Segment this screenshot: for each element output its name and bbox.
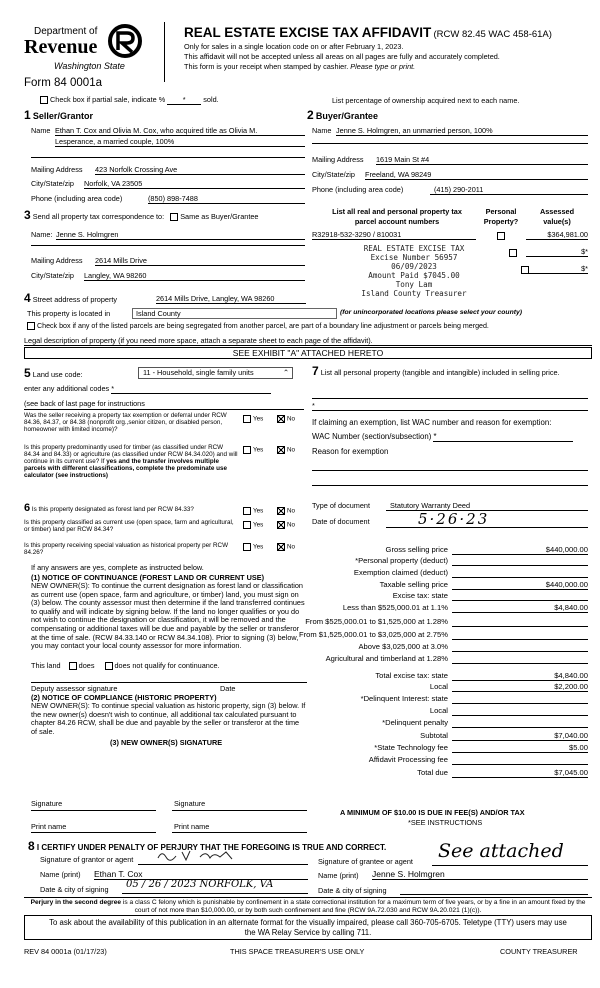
s6q1-no: No: [277, 507, 295, 515]
notice-continuance-text: NEW OWNER(S): To continue the current designation as forest land or classification as current use (open space, farm and agriculture, or timber) land, you must sign on (3) below. The county assessor must then determine if the land transferred continues to qualify and will indicate by signing below. If the land no longer qualifies or you do not wish to continue the designation or classification, it will be removed and the compensating or additional taxes will be due and payable by the seller or transferor at the time of sale. (RCW 84.33.140 or RCW 84.34.108). Prior to signing (3) below, you may contact your local county assessor for more information.: [31, 581, 305, 651]
section-2-heading: 2 Buyer/Grantee: [307, 108, 378, 122]
land-does-checkbox[interactable]: [69, 662, 77, 670]
seller-city[interactable]: Norfolk, VA 23505: [84, 179, 305, 189]
fee-value[interactable]: $2,200.00: [452, 682, 588, 692]
fee-value[interactable]: $440,000.00: [452, 580, 588, 590]
q2-yes: Yes: [243, 446, 263, 454]
corr-city-label: City/State/zip: [31, 271, 74, 280]
historic-question: Is this property receiving special valuation as historical property per RCW 84.26?: [24, 542, 229, 556]
fee-value[interactable]: $4,840.00: [452, 671, 588, 681]
fee-row: [305, 617, 588, 628]
s6q2-yes-checkbox[interactable]: [243, 521, 251, 529]
s6q1-yes-checkbox[interactable]: [243, 507, 251, 515]
grantor-signature-label: Signature of grantor or agent: [40, 855, 134, 864]
buyer-city-label: City/State/zip: [312, 170, 355, 179]
fee-label: Gross selling price: [385, 545, 448, 554]
q1-yes: Yes: [243, 415, 263, 423]
fee-row: [312, 556, 588, 567]
timber-question: Is this property predominantly used for timber (as classified under RCW 84.34 and 84.33) or agriculture (as classified under RCW 84.34.020) and will continue in its current use? If yes and the transfer involves multiple parcels with different classifications, complete the predominate use calculator (see instructions): [24, 444, 238, 479]
fee-value[interactable]: [452, 654, 588, 664]
fee-row: [312, 694, 588, 705]
header-line-3: This form is your receipt when stamped by cashier. Please type or print.: [184, 62, 416, 71]
continuance-qualify: This land does does not qualify for continuance.: [31, 661, 220, 670]
fee-label: Excise tax: state: [392, 591, 448, 600]
fee-label: Agricultural and timberland at 1.28%: [325, 654, 448, 663]
fee-row: [312, 682, 588, 693]
s6q2-yes: Yes: [243, 521, 263, 529]
partial-sale-checkbox[interactable]: [40, 96, 48, 104]
grantee-name-label: Name (print): [318, 871, 359, 880]
fee-label: *State Technology fee: [374, 743, 448, 752]
assessed-value-header: Assessed value(s): [539, 207, 575, 226]
corr-city[interactable]: Langley, WA 98260: [84, 271, 305, 281]
new-owner-signature-title: (3) NEW OWNER(S) SIGNATURE: [110, 738, 223, 747]
buyer-phone[interactable]: (415) 290-2011: [430, 185, 588, 195]
fee-value[interactable]: [452, 556, 588, 566]
seller-phone-label: Phone (including area code): [31, 194, 123, 203]
county-note: (for unincorporated locations please select your county): [340, 309, 523, 316]
personal-property-value[interactable]: *: [312, 401, 315, 410]
minimum-fee-note: A MINIMUM OF $10.00 IS DUE IN FEE(S) AND/OR TAX: [340, 808, 525, 817]
land-use-code-select[interactable]: 11 - Household, single family units ⌃: [138, 367, 293, 379]
form-title: REAL ESTATE EXCISE TAX AFFIDAVIT (RCW 82.45 WAC 458-61A): [184, 25, 552, 40]
print-name-label-1: Print name: [31, 822, 67, 831]
section-7-personal-property: 7 List all personal property (tangible and intangible) included in selling price.: [312, 364, 560, 378]
section-1-heading: 1 Seller/Grantor: [24, 108, 93, 122]
s6q3-yes: Yes: [243, 543, 263, 551]
corr-name-label: Name:: [31, 230, 53, 239]
fee-value[interactable]: [452, 755, 588, 765]
section-8-certify: 8 I CERTIFY UNDER PENALTY OF PERJURY THAT THE FOREGOING IS TRUE AND CORRECT.: [28, 839, 387, 853]
s6q3-no: No: [277, 543, 295, 551]
rev-form-code: REV 84 0001a (01/17/23): [24, 947, 107, 956]
assessed-value-1[interactable]: $364,981.00: [526, 230, 588, 240]
segregated-checkbox[interactable]: [27, 322, 35, 330]
header-line-2: This affidavit will not be accepted unless all areas on all pages are fully and accurately completed.: [184, 52, 500, 61]
section-3-correspondence: 3 Send all property tax correspondence to: Same as Buyer/Grantee: [24, 208, 259, 222]
fee-value[interactable]: [452, 718, 588, 728]
section-4-street: 4 Street address of property: [24, 291, 118, 305]
fee-label: Less than $525,000.01 at 1.1%: [342, 603, 448, 612]
fee-row: [312, 642, 588, 653]
revenue-r-logo-icon: [108, 24, 142, 58]
s6q3-no-checkbox[interactable]: [277, 543, 285, 551]
seller-address[interactable]: 423 Norfolk Crossing Ave: [95, 165, 305, 175]
fee-row: [312, 568, 588, 579]
fee-value[interactable]: [452, 642, 588, 652]
treasurer-use-only: THIS SPACE TREASURER'S USE ONLY: [230, 947, 365, 956]
wac-number: WAC Number (section/subsection) *: [312, 432, 573, 442]
fee-label: Total due: [417, 768, 448, 777]
fee-row: [312, 718, 588, 729]
washington-state-text: Washington State: [54, 61, 125, 71]
if-yes-note: If any answers are yes, complete as instructed below.: [31, 563, 204, 572]
county-treasurer-label: COUNTY TREASURER: [500, 947, 578, 956]
fee-row: [312, 603, 588, 614]
personal-property-checkbox-1[interactable]: [497, 232, 505, 240]
fee-label: Subtotal: [420, 731, 448, 740]
fee-row: [312, 591, 588, 602]
section-5-land-use: 5 Land use code:: [24, 366, 83, 380]
fee-label: Taxable selling price: [379, 580, 448, 589]
document-date-label: Date of document: [312, 517, 370, 526]
seller-name-label: Name: [31, 126, 51, 135]
grantee-signature[interactable]: See attached: [432, 840, 588, 866]
personal-property-header: Personal Property?: [483, 207, 519, 226]
s6q2-no: No: [277, 521, 295, 529]
deputy-date[interactable]: Date: [220, 684, 236, 693]
assessed-value-2[interactable]: $*: [526, 247, 588, 257]
fee-row: [312, 768, 588, 779]
county-select[interactable]: Island County: [132, 308, 337, 319]
document-type[interactable]: Statutory Warranty Deed: [386, 501, 588, 511]
see-instructions-note: *SEE INSTRUCTIONS: [408, 818, 483, 827]
grantor-name-label: Name (print): [40, 870, 81, 879]
fee-value[interactable]: [452, 630, 588, 640]
exemption-question: Was the seller receiving a property tax exemption or deferral under RCW 84.36, 84.37, or 84.38 (nonprofit org.,senior citizen, or disabled person, homeowner with limited income)?: [24, 412, 227, 433]
grantor-date-label: Date & city of signing: [40, 885, 109, 894]
signature-label-2: Signature: [174, 799, 206, 808]
legal-description-box[interactable]: SEE EXHIBIT "A" ATTACHED HERETO: [24, 347, 592, 359]
seller-name-line-2[interactable]: Lesperance, a married couple, 100%: [55, 137, 305, 147]
fee-value[interactable]: [452, 617, 588, 627]
s6q3-yes-checkbox[interactable]: [243, 543, 251, 551]
notice-compliance-text: NEW OWNER(S): To continue special valuation as historic property, sign (3) below. If the new owner(s) doesn't wish to continue, all additional tax calculated pursuant to chapter 84.26 RCW, shall be due and payable by the seller or transferor at the time of sale.: [31, 701, 306, 736]
deputy-assessor-signature[interactable]: Deputy assessor signature: [31, 684, 118, 693]
located-in-label: This property is located in: [27, 309, 111, 318]
additional-codes: enter any additional codes *: [24, 384, 271, 394]
revenue-text: Revenue: [24, 36, 98, 58]
buyer-address[interactable]: 1619 Main St #4: [376, 155, 588, 165]
exemption-wac-label: If claiming an exemption, list WAC number and reason for exemption:: [312, 418, 552, 427]
header-line-1: Only for sales in a single location code on or after February 1, 2023.: [184, 42, 404, 51]
fee-value[interactable]: $7,040.00: [452, 731, 588, 741]
fee-value[interactable]: $7,045.00: [452, 768, 588, 778]
grantee-date-label: Date & city of signing: [318, 886, 387, 895]
fee-row: [312, 545, 588, 556]
grantor-date-city[interactable]: 05 / 26 / 2023 NORFOLK, VA: [122, 879, 308, 894]
corr-address-label: Mailing Address: [31, 256, 83, 265]
document-date[interactable]: 5·26·23: [386, 510, 588, 528]
partial-sale: Check box if partial sale, indicate % * sold.: [40, 95, 219, 105]
fee-label: Local: [429, 682, 448, 691]
fee-row: [312, 706, 588, 717]
personal-property-checkbox-2[interactable]: [509, 249, 517, 257]
list-percentage-note: List percentage of ownership acquired next to each name.: [332, 96, 520, 105]
signature-label-1: Signature: [31, 799, 63, 808]
q2-no: No: [277, 446, 295, 454]
fee-row: [312, 743, 588, 754]
current-use-question: Is this property classified as current use (open space, farm and agricultural, or timber) land per RCW 84.34?: [24, 519, 234, 533]
assessed-value-3[interactable]: $*: [526, 264, 588, 274]
notice-continuance-title: (1) NOTICE OF CONTINUANCE (FOREST LAND OR CURRENT USE): [31, 573, 265, 582]
forest-land-question: 6 Is this property designated as forest land per RCW 84.33?: [24, 502, 194, 514]
q2-yes-checkbox[interactable]: [243, 446, 251, 454]
s6q2-no-checkbox[interactable]: [277, 521, 285, 529]
fee-row: [312, 731, 588, 742]
grantee-date-city[interactable]: [400, 884, 588, 895]
fee-label: Exemption claimed (deduct): [353, 568, 448, 577]
buyer-name[interactable]: Jenne S. Holmgren, an unmarried person, 100%: [336, 126, 588, 136]
form-number: Form 84 0001a: [24, 77, 102, 89]
buyer-address-label: Mailing Address: [312, 155, 364, 164]
land-does-not-checkbox[interactable]: [105, 662, 113, 670]
corr-address[interactable]: 2614 Mills Drive: [95, 256, 305, 266]
fee-row: [312, 671, 588, 682]
corr-name[interactable]: Jenne S. Holmgren: [56, 230, 305, 240]
seller-phone[interactable]: (850) 898-7488: [148, 194, 305, 204]
parcel-number[interactable]: R32918-532-3290 / 810031: [312, 230, 476, 240]
fee-value[interactable]: $4,840.00: [452, 603, 588, 613]
same-as-buyer-checkbox[interactable]: [170, 213, 178, 221]
grantee-signature-label: Signature of grantee or agent: [318, 857, 413, 866]
fee-value[interactable]: [452, 694, 588, 704]
fee-value[interactable]: $5.00: [452, 743, 588, 753]
chevron-down-icon: ⌃: [282, 368, 289, 377]
legal-description-label: Legal description of property (if you need more space, attach a separate sheet to each page of the affidavit).: [24, 336, 592, 346]
buyer-name-label: Name: [312, 126, 332, 135]
fee-value[interactable]: [452, 591, 588, 601]
fee-label: From $525,000.01 to $1,525,000 at 1.28%: [305, 617, 448, 626]
fee-label: Total excise tax: state: [375, 671, 448, 680]
treasurer-stamp: REAL ESTATE EXCISE TAX Excise Number 56957 06/09/2023 Amount Paid $7045.00 Tony Lam Island County Treasurer: [361, 244, 467, 298]
property-address[interactable]: 2614 Mills Drive, Langley, WA 98260: [156, 294, 306, 304]
s6q1-yes: Yes: [243, 507, 263, 515]
wac-number-input[interactable]: *: [433, 432, 573, 442]
grantee-name[interactable]: Jenne S. Holmgren: [372, 869, 588, 880]
fee-row: [312, 654, 588, 665]
q1-yes-checkbox[interactable]: [243, 415, 251, 423]
exemption-reason-label: Reason for exemption: [312, 447, 389, 456]
q1-no-checkbox[interactable]: [277, 415, 285, 423]
fee-value[interactable]: [452, 706, 588, 716]
fee-row: [312, 755, 588, 766]
seller-name-line-1[interactable]: Ethan T. Cox and Olivia M. Cox, who acquired title as Olivia M.: [55, 126, 305, 136]
fee-label: Affidavit Processing fee: [368, 755, 448, 764]
grantor-signature[interactable]: [138, 848, 308, 865]
fee-label: From $1,525,000.01 to $3,025,000 at 2.75%: [298, 630, 448, 639]
q2-no-checkbox[interactable]: [277, 446, 285, 454]
fee-label: *Personal property (deduct): [355, 556, 448, 565]
document-type-label: Type of document: [312, 501, 371, 510]
fee-label: *Delinquent penalty: [382, 718, 448, 727]
fee-label: *Delinquent Interest: state: [360, 694, 448, 703]
fee-value[interactable]: [452, 568, 588, 578]
accessibility-notice: To ask about the availability of this publication in an alternate format for the visually impaired, please call 360-705-6705. Teletype (TTY) users may use the WA Relay Service by calling 711.: [24, 915, 592, 940]
parcel-header: List all real and personal property tax parcel account numbers: [332, 207, 462, 226]
segregated-parcel: Check box if any of the listed parcels are being segregated from another parcel, are part of a boundary line adjustment or parcels being merged.: [27, 322, 489, 330]
grantor-signature-scribble: [156, 848, 246, 862]
buyer-phone-label: Phone (including area code): [312, 185, 404, 194]
dor-logo: [24, 20, 144, 76]
fee-label: Local: [429, 706, 448, 715]
buyer-city[interactable]: Freeland, WA 98249: [365, 170, 588, 180]
grantor-name[interactable]: Ethan T. Cox: [94, 869, 308, 880]
q1-no: No: [277, 415, 295, 423]
seller-address-label: Mailing Address: [31, 165, 83, 174]
perjury-notice: Perjury in the second degree is a class C felony which is punishable by confinement in a state correctional institution for a maximum term of five years, or by a fine in an amount fixed by the court of not more than $10,000.00, or by both such confinement and fine (RCW 9A.72.030 and RCW 9A.20.021 (1)(c)).: [24, 897, 592, 914]
fee-row: [312, 580, 588, 591]
dept-of-text: Department of: [34, 26, 98, 37]
fee-row: [298, 630, 588, 641]
fee-label: Above $3,025,000 at 3.0%: [358, 642, 448, 651]
fee-value[interactable]: $440,000.00: [452, 545, 588, 555]
notice-compliance-title: (2) NOTICE OF COMPLIANCE (HISTORIC PROPERTY): [31, 693, 217, 702]
s6q1-no-checkbox[interactable]: [277, 507, 285, 515]
print-name-label-2: Print name: [174, 822, 210, 831]
see-back-instructions: (see back of last page for instructions: [24, 399, 145, 408]
seller-city-label: City/State/zip: [31, 179, 74, 188]
